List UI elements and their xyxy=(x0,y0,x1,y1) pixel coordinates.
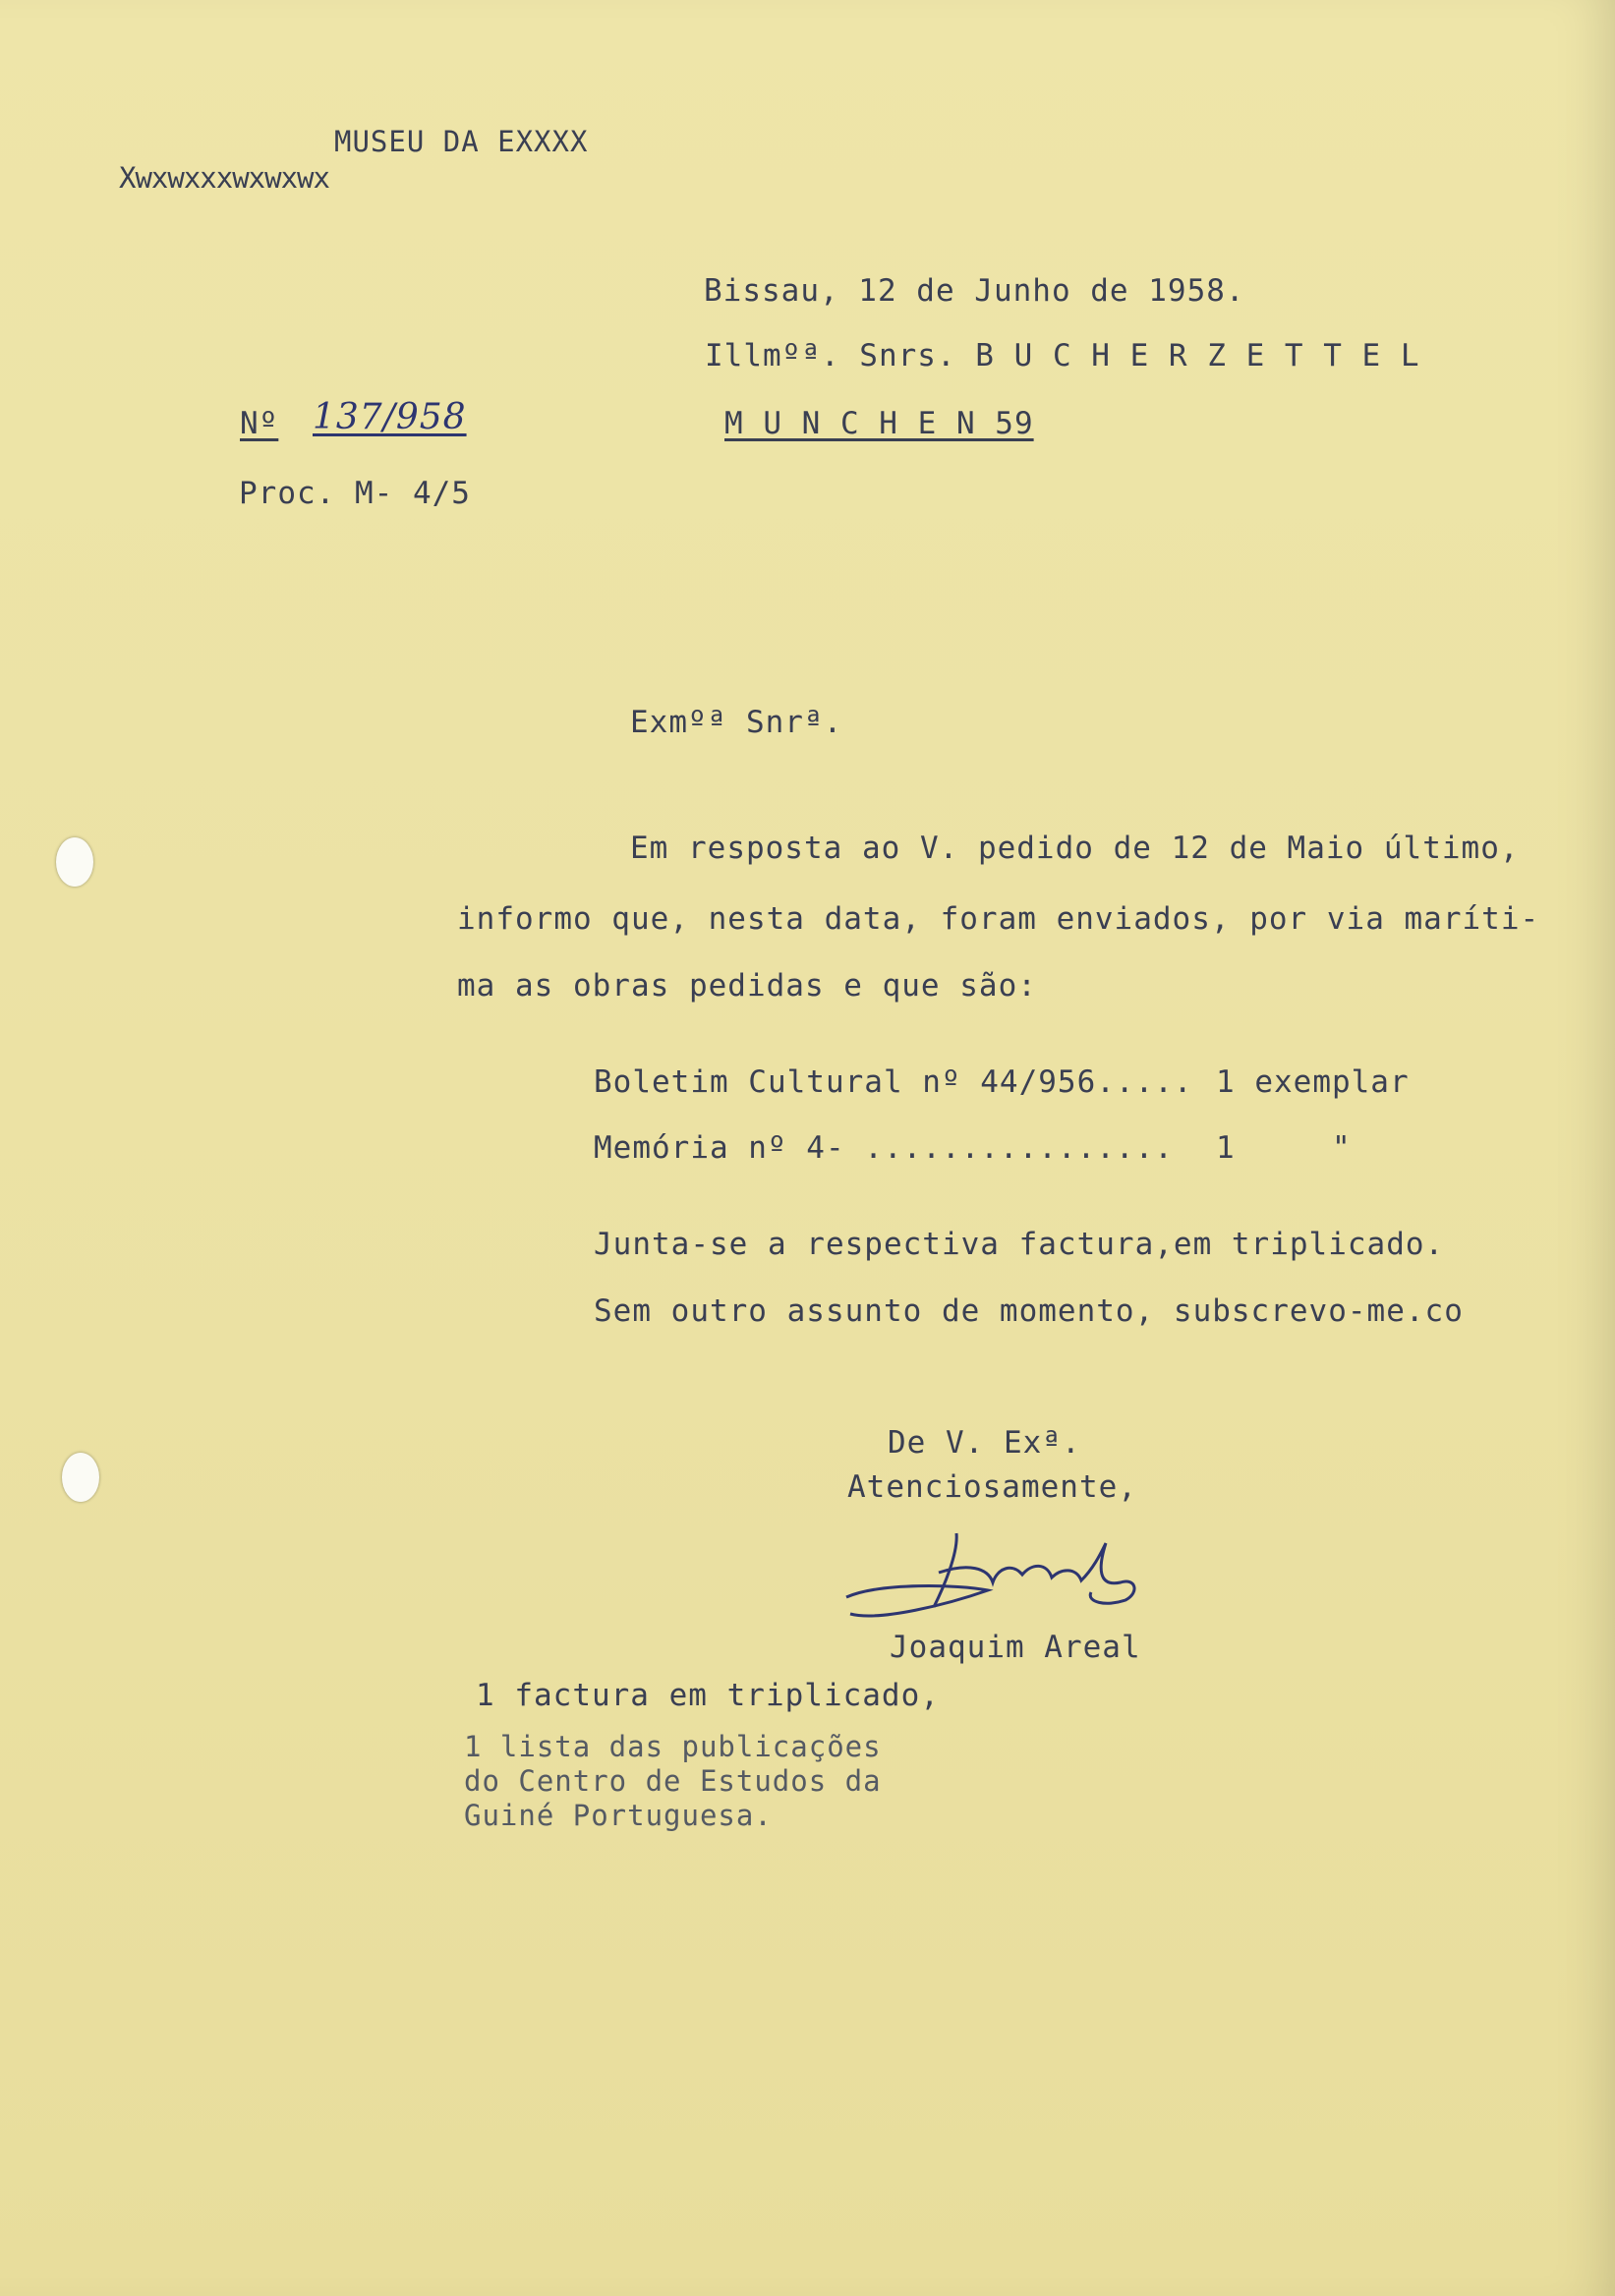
enclosure-line-1: 1 factura em triplicado, xyxy=(476,1678,940,1713)
item-title: Boletim Cultural nº 44/956..... xyxy=(594,1064,1193,1100)
complimentary-line-2: Atenciosamente, xyxy=(847,1469,1137,1505)
invoice-line: Junta-se a respectiva factura,em triplicado. xyxy=(594,1227,1445,1262)
item-quantity: 1 exemplar xyxy=(1216,1064,1410,1100)
signatory-name: Joaquim Areal xyxy=(890,1630,1141,1665)
enclosure-line-3: do Centro de Estudos da xyxy=(464,1764,882,1798)
closing-line: Sem outro assunto de momento, subscrevo-me.co xyxy=(594,1293,1464,1329)
place-date: Bissau, 12 de Junho de 1958. xyxy=(704,273,1245,309)
struck-out-line: Xwxwxxxwxwxwx xyxy=(119,161,329,195)
complimentary-line-1: De V. Exª. xyxy=(888,1425,1081,1461)
salutation: Exmºª Snrª. xyxy=(630,705,843,740)
reference-number-value: 137/958 xyxy=(313,397,467,437)
handwritten-signature xyxy=(840,1514,1165,1632)
addressee: Illmºª. Snrs. B U C H E R Z E T T E L xyxy=(705,338,1420,373)
paragraph-line-2: informo que, nesta data, foram enviados, por via maríti- xyxy=(457,901,1540,937)
item-quantity: 1 " xyxy=(1216,1130,1352,1166)
institution-name: MUSEU DA EXXXX xyxy=(334,125,589,158)
process-reference: Proc. M- 4/5 xyxy=(239,476,471,511)
punch-hole-upper xyxy=(56,837,93,887)
paragraph-line-1: Em resposta ao V. pedido de 12 de Maio último, xyxy=(630,831,1520,866)
enclosure-line-4: Guiné Portuguesa. xyxy=(464,1799,773,1832)
enclosure-line-2: 1 lista das publicações xyxy=(464,1730,882,1763)
addressee-city: M U N C H E N 59 xyxy=(724,406,1034,441)
item-title: Memória nº 4- ................ xyxy=(594,1130,1174,1166)
punch-hole-lower xyxy=(62,1453,99,1502)
paragraph-line-3: ma as obras pedidas e que são: xyxy=(457,968,1037,1004)
reference-number-label: Nº xyxy=(240,406,279,441)
